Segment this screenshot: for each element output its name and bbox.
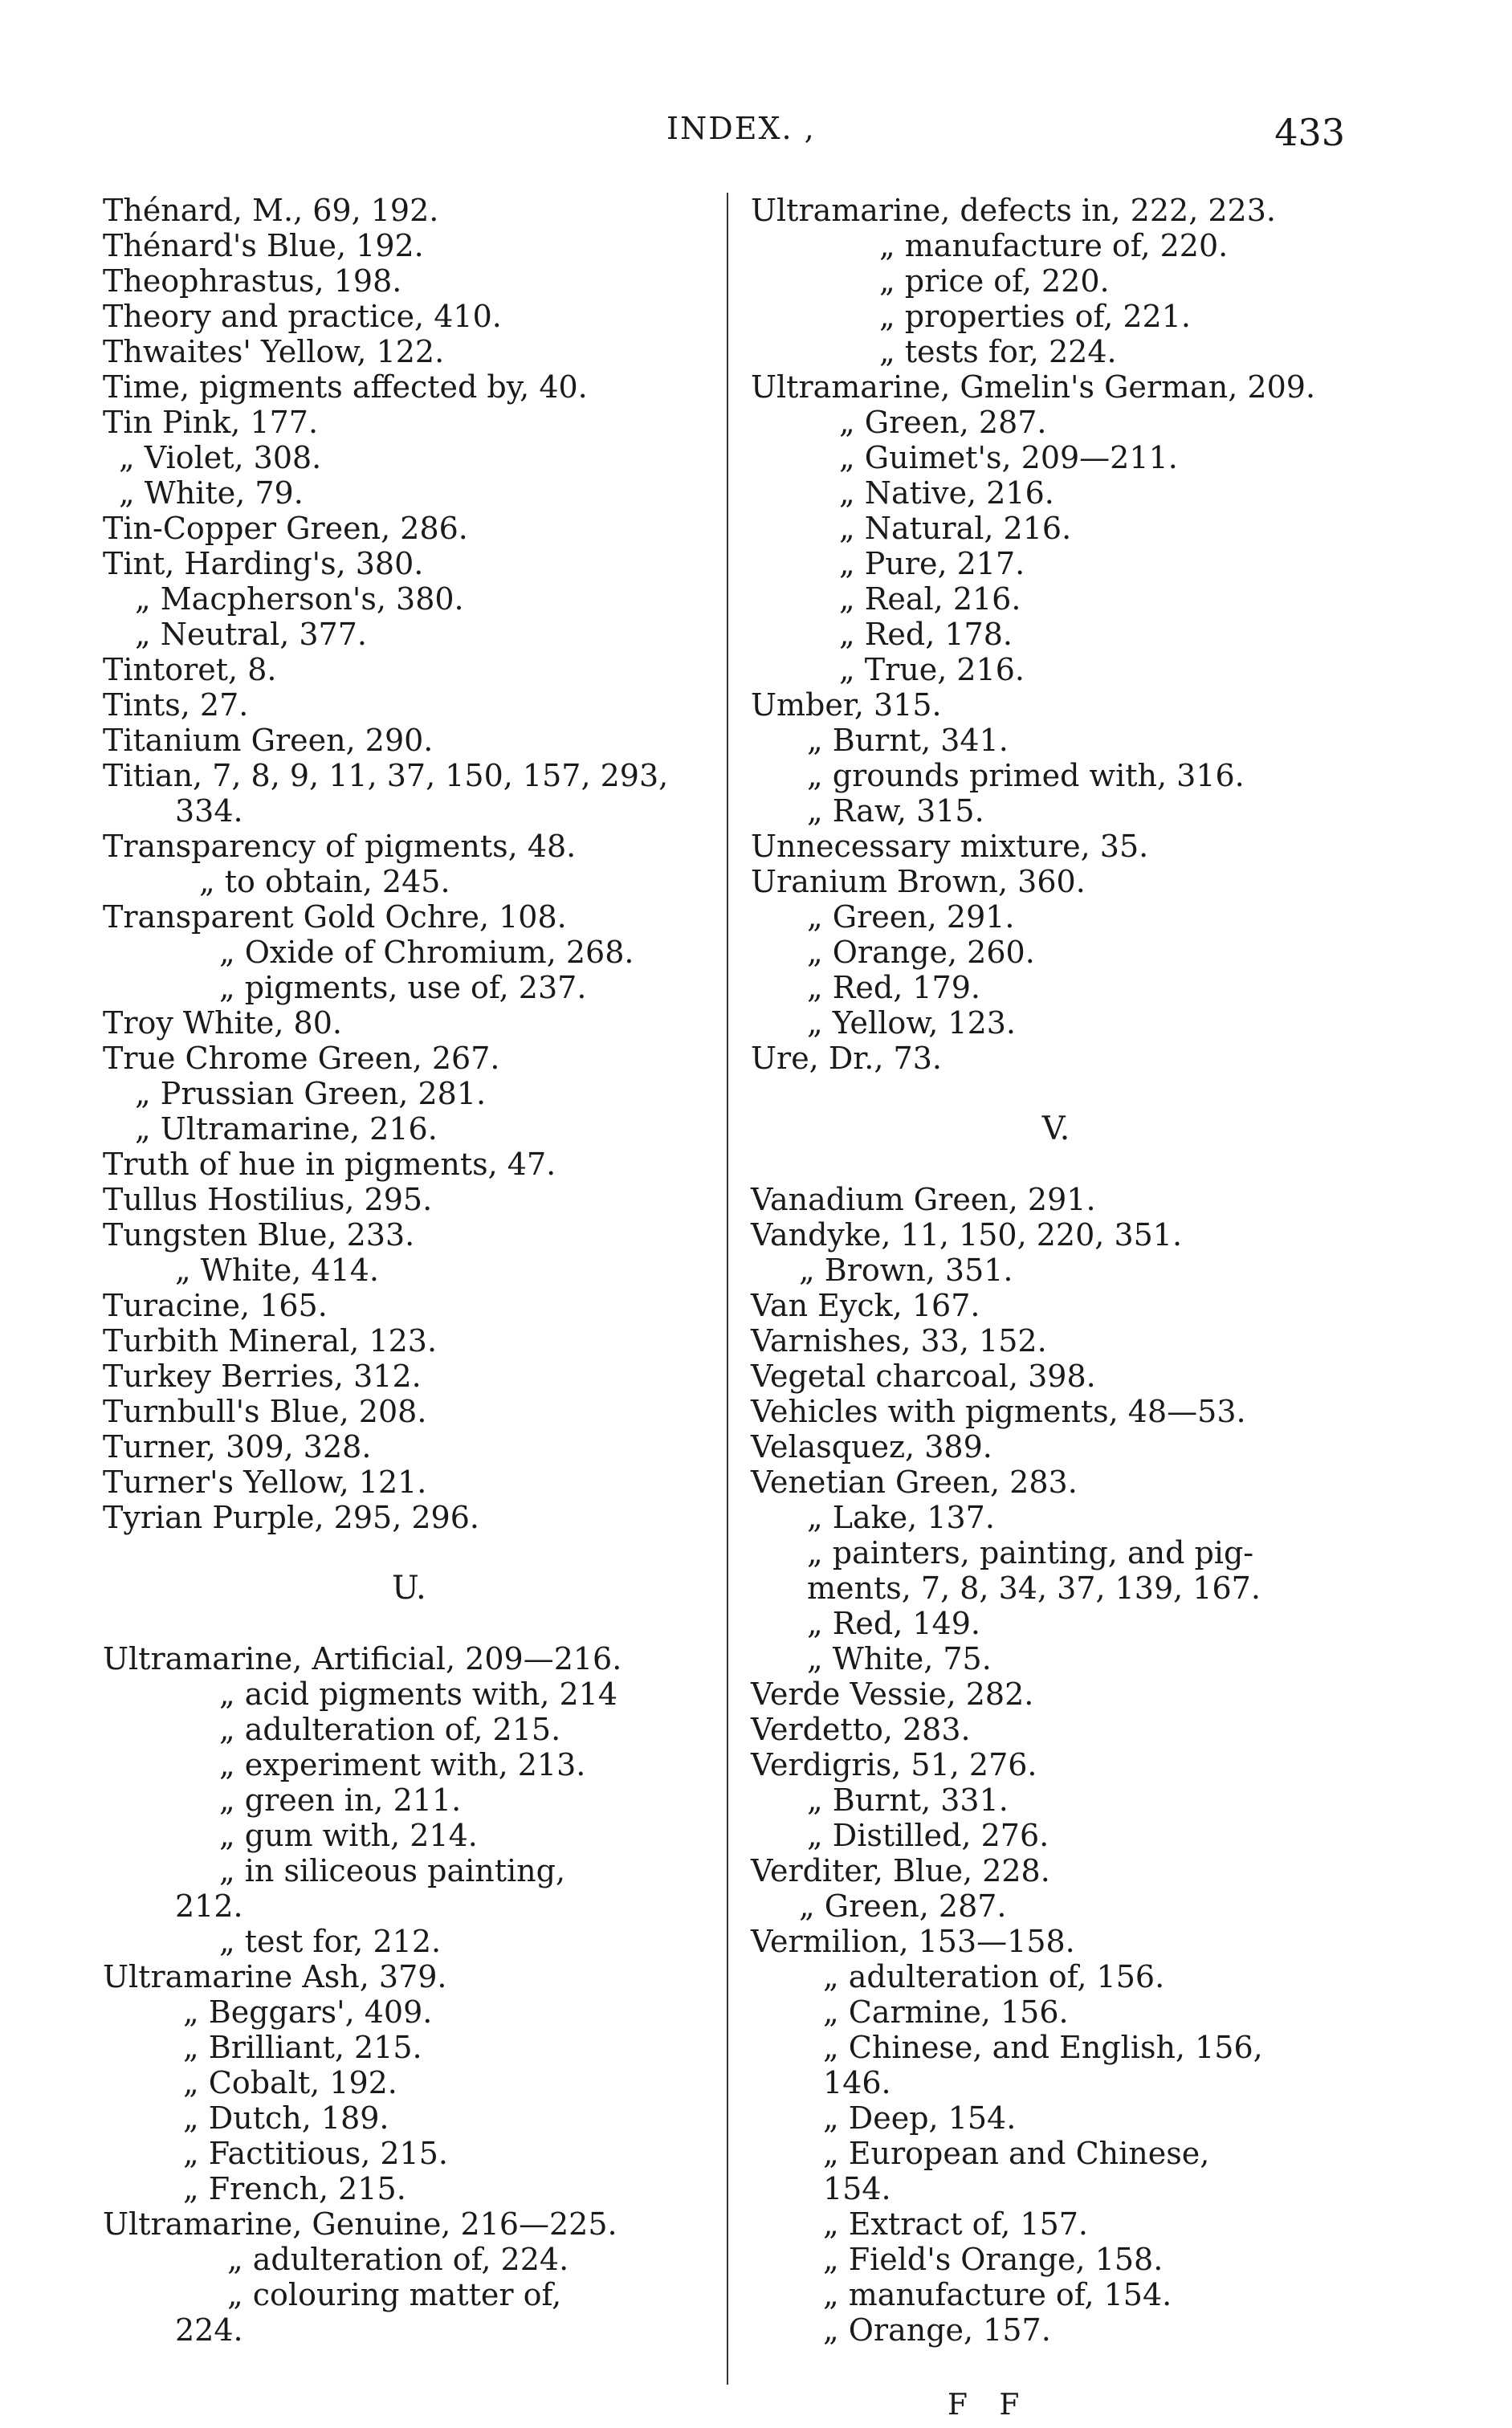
index-entry: „ adulteration of, 224. — [227, 2242, 569, 2277]
index-entry: „ Green, 287. — [799, 1888, 1007, 1924]
index-entry: „ Brown, 351. — [799, 1253, 1013, 1288]
page-header — [0, 111, 1512, 159]
index-entry: „ True, 216. — [839, 652, 1025, 687]
index-entry: Vehicles with pigments, 48—53. — [751, 1394, 1246, 1429]
index-entry: Ultramarine, Genuine, 216—225. — [103, 2206, 617, 2242]
index-entry: Time, pigments affected by, 40. — [103, 369, 588, 405]
index-entry: „ test for, 212. — [219, 1924, 442, 1959]
index-entry: „ Factitious, 215. — [183, 2136, 448, 2171]
index-entry: Thwaites' Yellow, 122. — [103, 334, 445, 369]
index-entry: „ Neutral, 377. — [135, 617, 367, 652]
index-entry: „ Violet, 308. — [119, 440, 322, 475]
index-entry: Turbith Mineral, 123. — [103, 1323, 438, 1359]
index-entry: Vanadium Green, 291. — [751, 1182, 1096, 1217]
index-entry: Vandyke, 11, 150, 220, 351. — [751, 1217, 1183, 1253]
index-entry: Verditer, Blue, 228. — [751, 1853, 1050, 1888]
index-entry: Ure, Dr., 73. — [751, 1041, 942, 1076]
index-entry: „ Green, 291. — [807, 899, 1015, 935]
index-entry: Titian, 7, 8, 9, 11, 37, 150, 157, 293, — [103, 758, 669, 793]
index-group-t — [103, 193, 707, 1535]
index-entry: 154. — [823, 2171, 891, 2206]
index-entry: „ Guimet's, 209—211. — [839, 440, 1178, 475]
index-group-u — [103, 1641, 707, 2348]
index-entry: „ Cobalt, 192. — [183, 2065, 397, 2100]
index-entry: „ Yellow, 123. — [807, 1005, 1017, 1041]
index-entry: „ European and Chinese, — [823, 2136, 1210, 2171]
index-entry: Ultramarine, Artificial, 209—216. — [103, 1641, 622, 1676]
index-entry: „ Red, 149. — [807, 1606, 980, 1641]
page-number: 433 — [1274, 111, 1345, 154]
index-entry: „ Green, 287. — [839, 405, 1047, 440]
index-entry: 212. — [175, 1888, 243, 1924]
index-entry: Ultramarine Ash, 379. — [103, 1959, 447, 1994]
index-entry: „ acid pigments with, 214 — [219, 1676, 618, 1712]
index-entry: „ properties of, 221. — [879, 299, 1191, 334]
index-entry: Van Eyck, 167. — [751, 1288, 980, 1323]
index-entry: „ Brilliant, 215. — [183, 2030, 422, 2065]
index-entry: „ manufacture of, 220. — [879, 228, 1229, 263]
index-entry: Uranium Brown, 360. — [751, 864, 1086, 899]
index-entry: „ French, 215. — [183, 2171, 406, 2206]
index-entry: Truth of hue in pigments, 47. — [103, 1147, 556, 1182]
section-heading-v: V. — [1041, 1110, 1070, 1147]
index-entry: „ Pure, 217. — [839, 546, 1025, 581]
index-entry: Transparent Gold Ochre, 108. — [103, 899, 567, 935]
index-column-left — [103, 193, 707, 2348]
index-entry: „ price of, 220. — [879, 263, 1110, 299]
index-entry: „ experiment with, 213. — [219, 1747, 586, 1782]
column-divider — [727, 193, 728, 2385]
index-entry: Thénard, M., 69, 192. — [103, 193, 439, 228]
index-entry: „ Dutch, 189. — [183, 2100, 389, 2136]
index-entry: Unnecessary mixture, 35. — [751, 829, 1149, 864]
index-entry: Thénard's Blue, 192. — [103, 228, 424, 263]
index-group-u-continued — [751, 193, 1361, 1076]
index-entry: „ manufacture of, 154. — [823, 2277, 1172, 2312]
index-entry: ments, 7, 8, 34, 37, 139, 167. — [807, 1570, 1261, 1606]
index-entry: „ Real, 216. — [839, 581, 1021, 617]
index-entry: Tints, 27. — [103, 687, 249, 723]
index-entry: Turner's Yellow, 121. — [103, 1465, 427, 1500]
index-entry: Verdetto, 283. — [751, 1712, 971, 1747]
index-entry: „ Orange, 157. — [823, 2312, 1051, 2348]
index-entry: Venetian Green, 283. — [751, 1465, 1078, 1500]
index-entry: Ultramarine, Gmelin's German, 209. — [751, 369, 1316, 405]
index-entry: Tin-Copper Green, 286. — [103, 511, 468, 546]
index-entry: „ Extract of, 157. — [823, 2206, 1089, 2242]
section-heading-u: U. — [392, 1570, 426, 1607]
index-entry: Titanium Green, 290. — [103, 723, 434, 758]
index-entry: Tungsten Blue, 233. — [103, 1217, 415, 1253]
index-entry: 146. — [823, 2065, 891, 2100]
index-group-v — [751, 1182, 1361, 2348]
index-entry: Varnishes, 33, 152. — [751, 1323, 1047, 1359]
index-entry: „ Red, 178. — [839, 617, 1013, 652]
index-entry: „ Distilled, 276. — [807, 1818, 1049, 1853]
index-entry: Turnbull's Blue, 208. — [103, 1394, 427, 1429]
index-column-right — [751, 193, 1361, 2348]
index-entry: Ultramarine, defects in, 222, 223. — [751, 193, 1276, 228]
printer-signature: F F — [948, 2389, 1031, 2422]
index-entry: „ gum with, 214. — [219, 1818, 478, 1853]
index-entry: „ grounds primed with, 316. — [807, 758, 1245, 793]
index-entry: „ Oxide of Chromium, 268. — [219, 935, 634, 970]
index-entry: Vermilion, 153—158. — [751, 1924, 1075, 1959]
index-entry: Theophrastus, 198. — [103, 263, 402, 299]
index-entry: 224. — [175, 2312, 243, 2348]
index-entry: „ Raw, 315. — [807, 793, 984, 829]
index-entry: „ Orange, 260. — [807, 935, 1035, 970]
index-entry: „ Burnt, 331. — [807, 1782, 1009, 1818]
index-entry: 334. — [175, 793, 243, 829]
index-entry: „ tests for, 224. — [879, 334, 1117, 369]
index-entry: Verde Vessie, 282. — [751, 1676, 1034, 1712]
index-entry: „ White, 79. — [119, 475, 304, 511]
index-entry: Troy White, 80. — [103, 1005, 342, 1041]
index-entry: „ colouring matter of, — [227, 2277, 562, 2312]
index-entry: „ Native, 216. — [839, 475, 1054, 511]
index-entry: „ Carmine, 156. — [823, 1994, 1069, 2030]
index-entry: Theory and practice, 410. — [103, 299, 502, 334]
index-entry: „ painters, painting, and pig- — [807, 1535, 1254, 1570]
index-entry: „ adulteration of, 215. — [219, 1712, 561, 1747]
index-entry: Vegetal charcoal, 398. — [751, 1359, 1096, 1394]
index-entry: „ in siliceous painting, — [219, 1853, 566, 1888]
index-entry: „ adulteration of, 156. — [823, 1959, 1165, 1994]
index-entry: Verdigris, 51, 276. — [751, 1747, 1037, 1782]
index-entry: Tullus Hostilius, 295. — [103, 1182, 433, 1217]
index-entry: Tint, Harding's, 380. — [103, 546, 424, 581]
index-entry: „ White, 414. — [175, 1253, 379, 1288]
index-entry: „ Macpherson's, 380. — [135, 581, 464, 617]
index-entry: True Chrome Green, 267. — [103, 1041, 500, 1076]
index-entry: Transparency of pigments, 48. — [103, 829, 577, 864]
index-entry: Tyrian Purple, 295, 296. — [103, 1500, 479, 1535]
index-entry: „ White, 75. — [807, 1641, 992, 1676]
index-entry: Tintoret, 8. — [103, 652, 277, 687]
index-entry: „ Burnt, 341. — [807, 723, 1009, 758]
index-entry: „ Deep, 154. — [823, 2100, 1017, 2136]
index-entry: „ Ultramarine, 216. — [135, 1111, 438, 1147]
index-entry: Turacine, 165. — [103, 1288, 328, 1323]
index-entry: „ Prussian Green, 281. — [135, 1076, 487, 1111]
index-entry: „ pigments, use of, 237. — [219, 970, 587, 1005]
index-entry: „ Natural, 216. — [839, 511, 1072, 546]
index-entry: Velasquez, 389. — [751, 1429, 992, 1465]
index-entry: Turkey Berries, 312. — [103, 1359, 422, 1394]
index-entry: Tin Pink, 177. — [103, 405, 319, 440]
index-entry: „ Beggars', 409. — [183, 1994, 433, 2030]
index-entry: „ green in, 211. — [219, 1782, 462, 1818]
index-entry: Umber, 315. — [751, 687, 942, 723]
index-entry: „ to obtain, 245. — [199, 864, 450, 899]
index-entry: „ Chinese, and English, 156, — [823, 2030, 1263, 2065]
index-entry: Turner, 309, 328. — [103, 1429, 372, 1465]
index-entry: „ Field's Orange, 158. — [823, 2242, 1164, 2277]
index-entry: „ Lake, 137. — [807, 1500, 995, 1535]
running-head: INDEX. , — [666, 111, 816, 146]
index-entry: „ Red, 179. — [807, 970, 980, 1005]
